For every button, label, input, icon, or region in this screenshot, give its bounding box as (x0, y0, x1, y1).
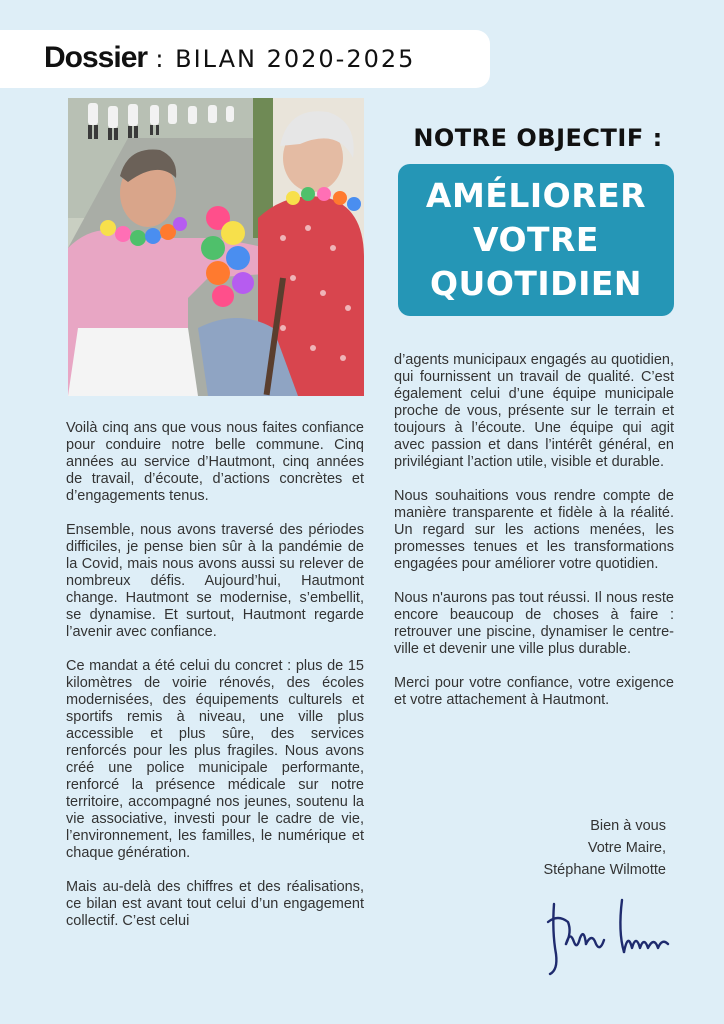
signoff-role: Votre Maire, (587, 840, 666, 856)
objective-line: VOTRE (473, 220, 599, 259)
title-dossier: Dossier (44, 41, 148, 74)
title-bilan: : BILAN 2020-2025 (155, 45, 416, 73)
objective-line: AMÉLIORER (425, 176, 647, 215)
handwritten-signature (544, 892, 674, 976)
photo-mayor-with-resident (68, 98, 364, 396)
right-column (394, 352, 674, 726)
left-column (66, 420, 364, 947)
paragraph: Nous n'aurons pas tout réussi. Il nous reste encore beaucoup de choses à faire : retrouver une piscine, dynamiser le centre-ville et devenir une ville plus durable. (394, 590, 674, 657)
paragraph: Voilà cinq ans que vous nous faites confiance pour conduire notre belle commune. Cinq années au service d’Hautmont, cinq années de travail, d’écoute, d’actions concrètes et d’engagements tenus. (66, 420, 364, 504)
signoff-greeting: Bien à vous (590, 818, 666, 834)
paragraph: d’agents municipaux engagés au quotidien, qui fournissent un travail de qualité. C’est également celui d’une équipe municipale proche de vous, présente sur le terrain et toujours à l’écoute. Une équipe qui agit avec passion et dans l’intérêt général, en privilégiant l’action utile, visible et durable. (394, 352, 674, 470)
paragraph: Ensemble, nous avons traversé des périodes difficiles, je pense bien sûr à la pandémie de la Covid, mais nous avons aussi su relever de nombreux défis. Aujourd’hui, Hautmont change. Hautmont se modernise, s’embellit, se dynamise. Et surtout, Hautmont regarde l’avenir avec confiance. (66, 522, 364, 640)
paragraph: Merci pour votre confiance, votre exigence et votre attachement à Hautmont. (394, 675, 674, 708)
objective-line: QUOTIDIEN (429, 264, 643, 303)
page-title (44, 38, 415, 79)
objective-banner (398, 164, 674, 316)
paragraph: Mais au-delà des chiffres et des réalisations, ce bilan est avant tout celui d’un engagement collectif. C’est celui (66, 879, 364, 929)
paragraph: Ce mandat a été celui du concret : plus de 15 kilomètres de voirie rénovés, des écoles modernisées, des équipements culturels et sportifs remis à niveau, une ville plus accessible et plus sûre, des services renforcés pour les plus fragiles. Nous avons créé une police municipale performante, renforcé la présence médicale sur notre territoire, accompagné nos jeunes, soutenu la vie associative, investi pour le cadre de vie, l’environnement, les familles, le numérique et chaque génération. (66, 658, 364, 861)
signoff (480, 815, 666, 881)
objective-label: NOTRE OBJECTIF : (413, 124, 663, 152)
paragraph: Nous souhaitions vous rendre compte de manière transparente et fidèle à la réalité. Un regard sur les actions menées, les promesses tenues et les transformations engagées pour améliorer votre quotidien. (394, 488, 674, 572)
signoff-name: Stéphane Wilmotte (543, 862, 666, 878)
